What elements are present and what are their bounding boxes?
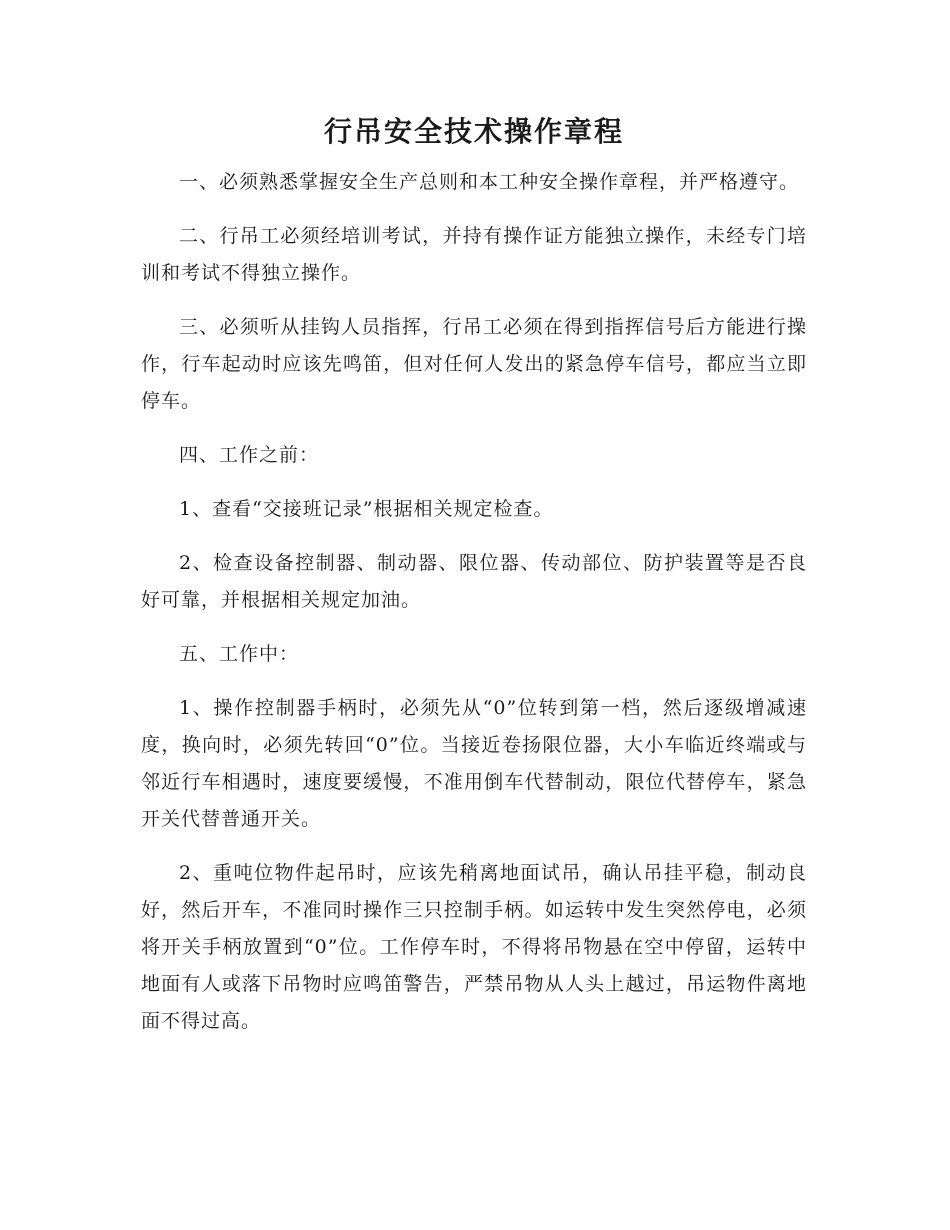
paragraph-rule-3: 三、必须听从挂钩人员指挥，行吊工必须在得到指挥信号后方能进行操作，行车起动时应该先鸣笛，但对任何人发出的紧急停车信号，都应当立即停车。 bbox=[141, 316, 807, 412]
paragraph-rule-1: 一、必须熟悉掌握安全生产总则和本工种安全操作章程，并严格遵守。 bbox=[179, 171, 800, 193]
paragraph-before-work-1: 1、查看“交接班记录”根据相关规定检查。 bbox=[179, 498, 554, 520]
document-title: 行吊安全技术操作章程 bbox=[323, 115, 624, 148]
paragraph-during-work-1: 1、操作控制器手柄时，必须先从“0”位转到第一档，然后逐级增减速度，换向时，必须先转回“0”位。当接近卷扬限位器，大小车临近终端或与邻近行车相遇时，速度要缓慢，不准用倒车代替制动，限位代替停车，紧急开关代替普通开关。 bbox=[141, 697, 807, 830]
paragraph-section-before-work: 四、工作之前： bbox=[179, 444, 320, 466]
paragraph-before-work-2: 2、检查设备控制器、制动器、限位器、传动部位、防护装置等是否良好可靠，并根据相关规定加油。 bbox=[141, 552, 807, 611]
paragraph-rule-2: 二、行吊工必须经培训考试，并持有操作证方能独立操作，未经专门培训和考试不得独立操作。 bbox=[141, 225, 807, 284]
paragraph-during-work-2: 2、重吨位物件起吊时，应该先稍离地面试吊，确认吊挂平稳，制动良好，然后开车，不准同时操作三只控制手柄。如运转中发生突然停电，必须将开关手柄放置到“0”位。工作停车时，不得将吊物悬在空中停留，运转中地面有人或落下吊物时应鸣笛警告，严禁吊物从人头上越过，吊运物件离地面不得过高。 bbox=[141, 862, 807, 1032]
document-page bbox=[141, 108, 807, 1057]
paragraph-section-during-work: 五、工作中： bbox=[179, 643, 300, 665]
